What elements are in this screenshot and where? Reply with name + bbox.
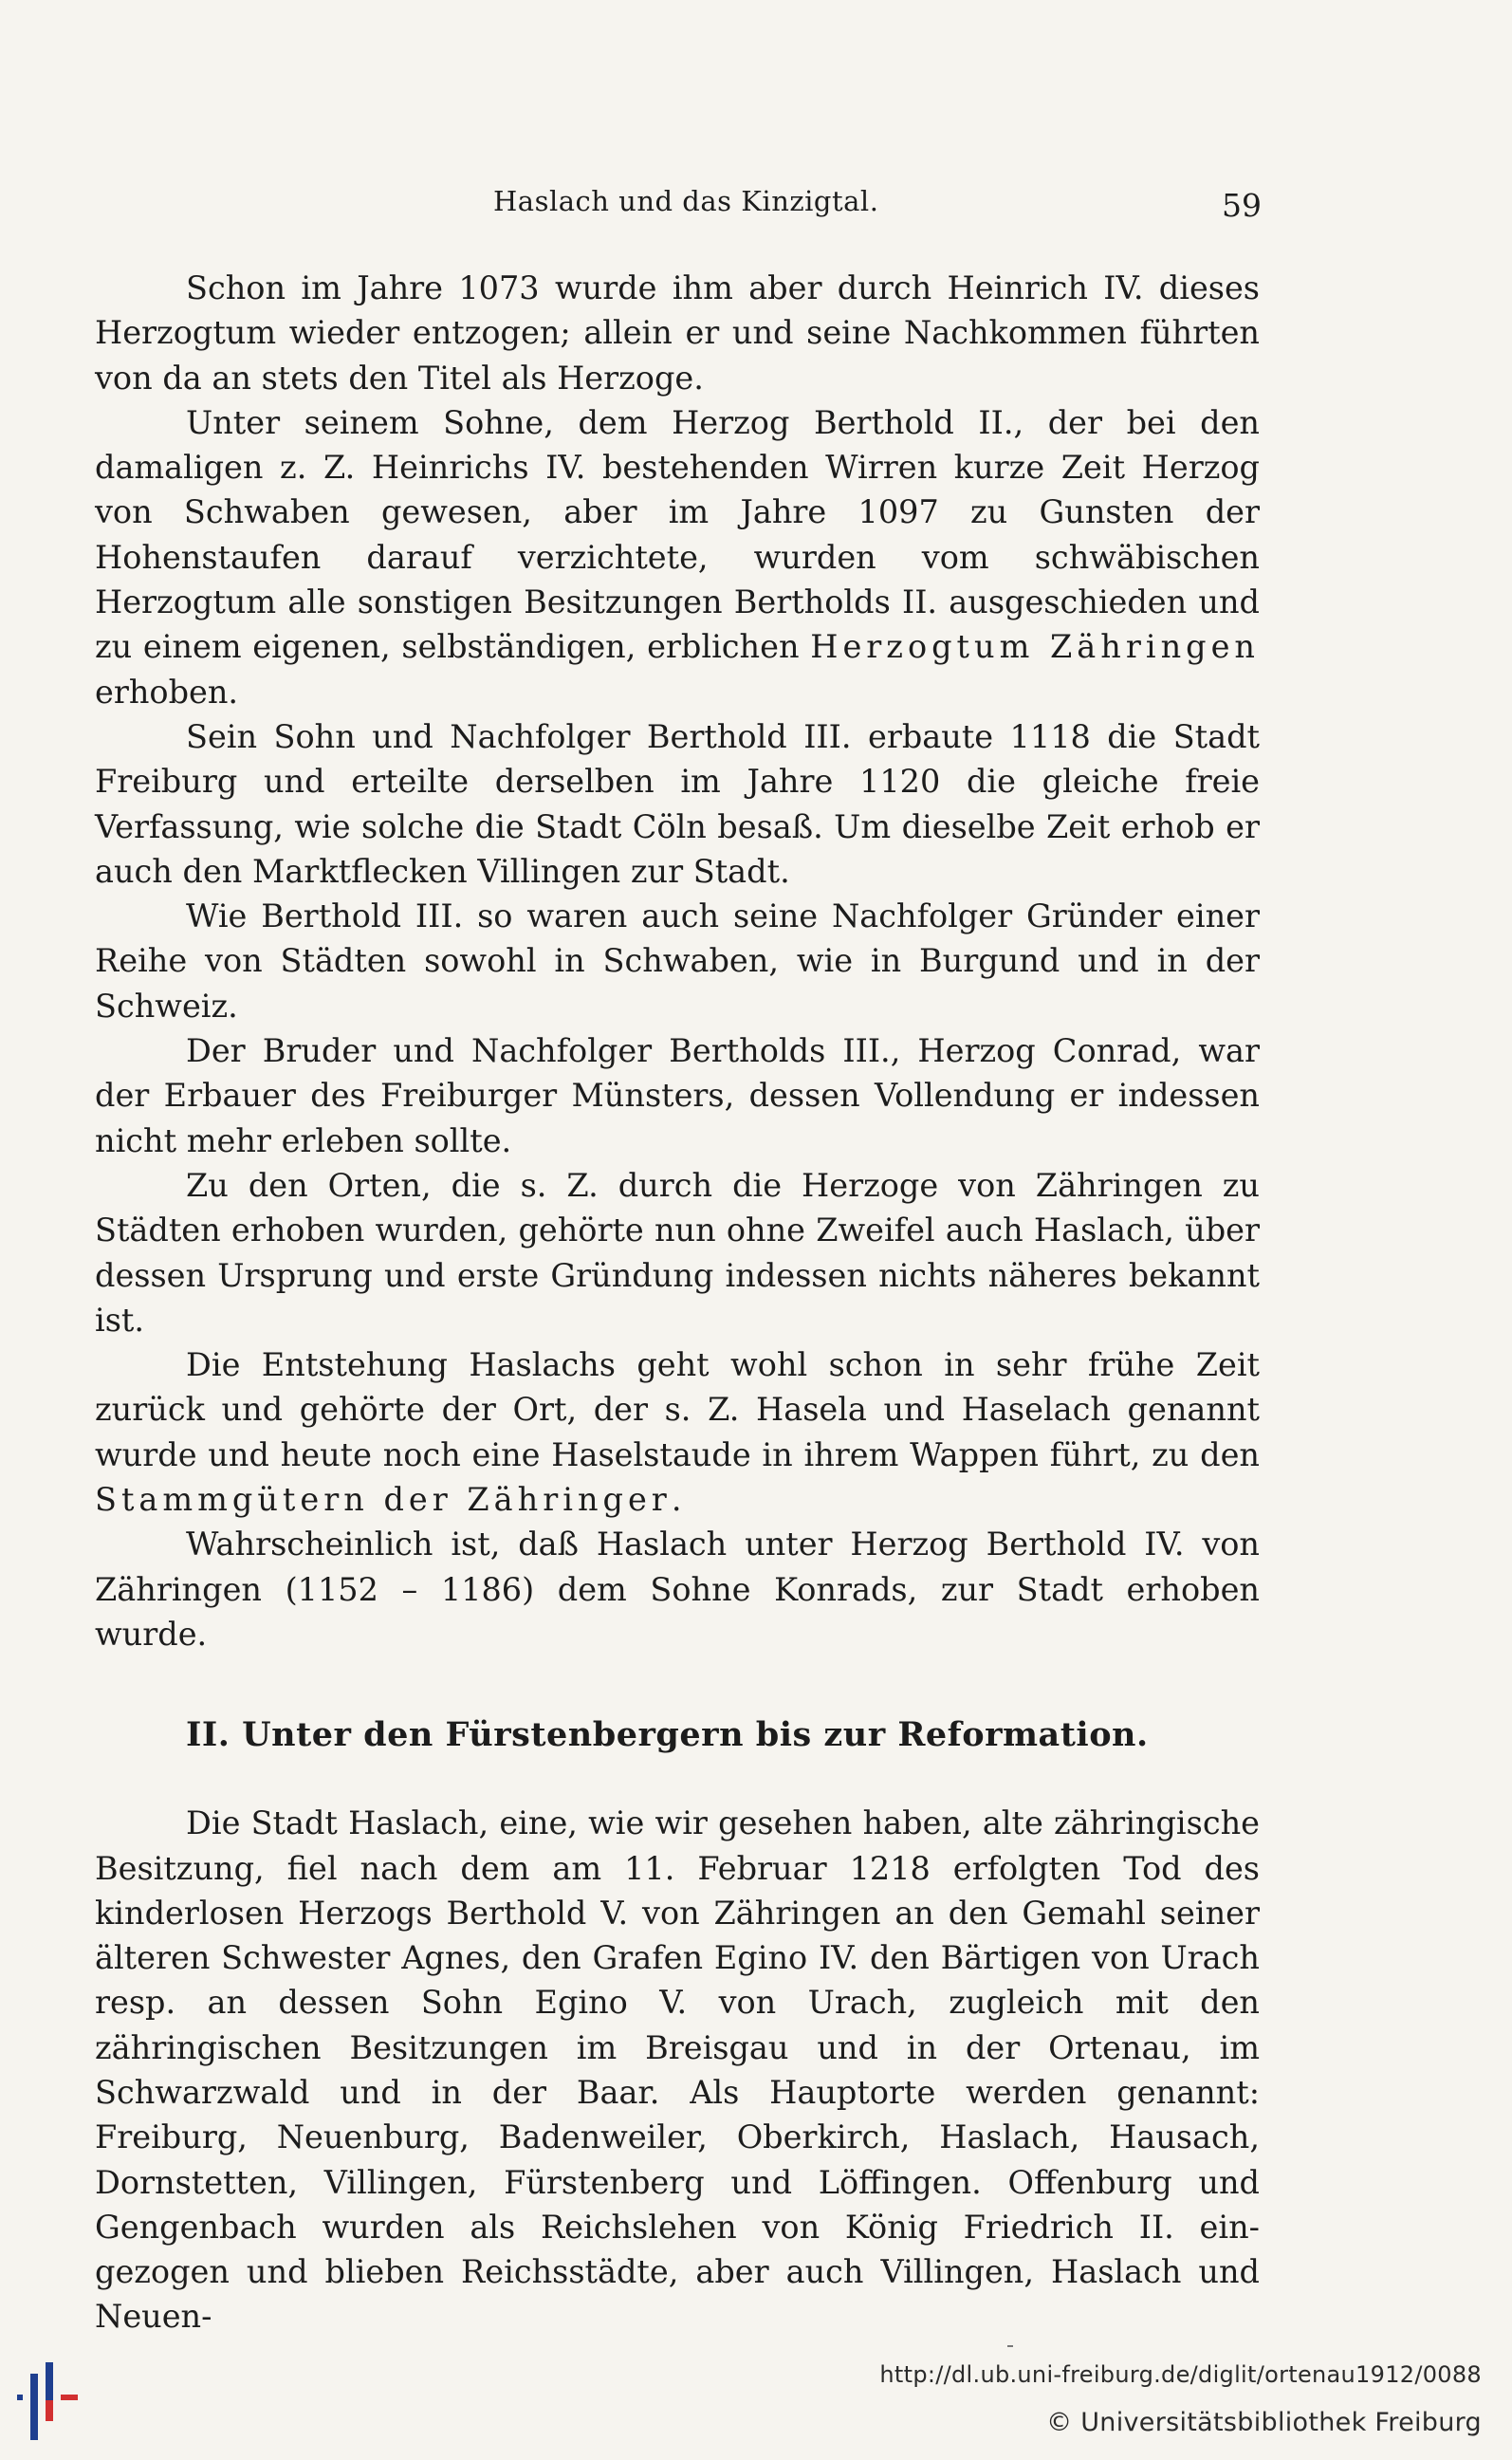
- paragraph-5: Der Bruder und Nachfolger Bertholds III., Herzog Conrad, war der Erbauer des Freiburger Münsters, dessen Vollendung er indessen nicht mehr erleben sollte.: [95, 1032, 1260, 1159]
- paragraph-2-end: erhoben.: [95, 673, 239, 711]
- paragraph-7-text: Die Entstehung Haslachs geht wohl schon in sehr frühe Zeit zurück und gehörte der Ort, der s. Z. Hasela und Haselach genannt wurde und heute noch eine Haselstaude in ihrem Wappen führt, zu den: [95, 1346, 1260, 1473]
- running-title: Haslach und das Kinzigtal.: [493, 185, 879, 217]
- footer-copyright: © Universitätsbibliothek Freiburg: [1046, 2408, 1482, 2437]
- body-text: [95, 266, 1260, 2340]
- spaced-emphasis-stammguetern: Stammgütern der Zähringer: [95, 1481, 672, 1519]
- page-number: 59: [1222, 187, 1262, 224]
- scan-speck: [1007, 2345, 1013, 2347]
- paragraph-6: Zu den Orten, die s. Z. durch die Herzoge von Zähringen zu Städten erhoben wurden, gehörte nun ohne Zweifel auch Haslach, über dessen Ursprung und erste Gründung indessen nichts näheres bekannt ist.: [95, 1166, 1260, 1339]
- paragraph-4: Wie Berthold III. so waren auch seine Nachfolger Gründer einer Reihe von Städten sowohl in Schwaben, wie in Burgund und in der Schweiz.: [95, 897, 1260, 1025]
- paragraph-7-end: .: [671, 1481, 682, 1519]
- running-head: [0, 185, 1512, 223]
- spaced-emphasis-herzogtum-zaehringen: Herzogtum Zähringen: [810, 628, 1260, 666]
- paragraph-2: [95, 400, 1260, 714]
- section-paragraph: Die Stadt Haslach, eine, wie wir gesehen haben, alte zähringische Besitzung, fiel nach dem am 11. Februar 1218 erfolgten Tod des kinderlosen Herzogs Berthold V. von Zähringen an den Gemahl seiner älteren Schwester Agnes, den Grafen Egino IV. den Bärtigen von Urach resp. an dessen Sohn Egino V. von Urach, zugleich mit den zähringischen Besitzungen im Breisgau und in der Ortenau, im Schwarzwald und in der Baar. Als Hauptorte werden genannt: Freiburg, Neuenburg, Badenweiler, Oberkirch, Haslach, Hausach, Dornstetten, Villingen, Fürstenberg und Löffingen. Offenburg und Gengenbach wurden als Reichslehen von König Friedrich II. eingezogen und blieben Reichsstädte, aber auch Villingen, Haslach und Neuen-: [95, 1804, 1260, 2336]
- footer-permalink[interactable]: http://dl.ub.uni-freiburg.de/diglit/ortenau1912/0088: [879, 2361, 1482, 2388]
- paragraph-7: [95, 1342, 1260, 1522]
- paragraph-3: Sein Sohn und Nachfolger Berthold III. erbaute 1118 die Stadt Freiburg und erteilte derselben im Jahre 1120 die gleiche freie Verfassung, wie solche die Stadt Cöln besaß. Um dieselbe Zeit erhob er auch den Marktflecken Villingen zur Stadt.: [95, 717, 1260, 890]
- section-heading: II. Unter den Fürstenbergern bis zur Reformation.: [186, 1715, 1149, 1755]
- paragraph-1: Schon im Jahre 1073 wurde ihm aber durch Heinrich IV. dieses Herzogtum wieder entzogen; allein er und seine Nachkommen führten von da an stets den Titel als Herzoge.: [95, 269, 1260, 397]
- ub-freiburg-logo-icon: [9, 2345, 95, 2450]
- paragraph-2-text: Unter seinem Sohne, dem Herzog Berthold II., der bei den damaligen z. Z. Heinrichs IV. bestehenden Wirren kurze Zeit Herzog von Schwaben gewesen, aber im Jahre 1097 zu Gunsten der Hohenstaufen darauf verzichtete, wurden vom schwäbischen Herzogtum alle sonstigen Besitzungen Bertholds II. ausgeschieden und zu einem eigenen, selbständigen, erblichen: [95, 403, 1260, 666]
- paragraph-8: Wahrscheinlich ist, daß Haslach unter Herzog Berthold IV. von Zähringen (1152 – 1186) dem Sohne Konrads, zur Stadt erhoben wurde.: [95, 1526, 1260, 1653]
